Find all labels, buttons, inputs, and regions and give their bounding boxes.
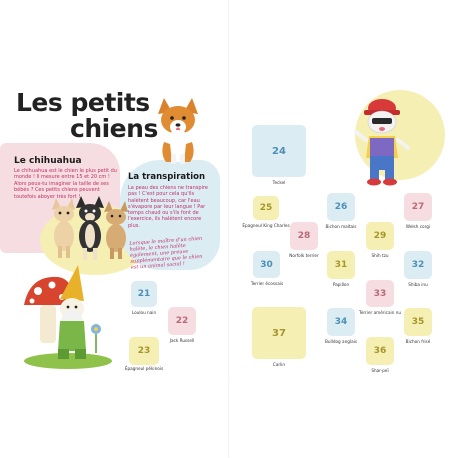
social-note-text: Lorsque le maître d'un chien halète, le chien halète également, une preuve supplémentaire que le chien est un animal social ! [129,235,203,271]
sticker-label-26: Bichon maltais [325,224,357,229]
sticker-label-30: Terrier écossais [250,281,284,286]
page-title-line2: chiens [70,114,158,143]
sticker-label-21: Loulou nain [131,310,157,315]
sticker-label-22: Jack Russell [169,338,195,343]
sticker-placeholder-26: 26 [327,193,355,221]
sticker-label-31: Papillon [332,282,350,287]
sticker-label-36: Shar-peï [371,368,389,373]
sticker-label-25: Épagneul King Charles [242,223,290,228]
sticker-placeholder-33: 33 [366,280,394,307]
sticker-placeholder-35: 35 [404,308,432,336]
corgi-illustration [150,96,206,166]
sticker-placeholder-31: 31 [327,251,355,279]
sticker-label-29: Shih tzu [371,253,389,258]
sticker-placeholder-28: 28 [290,222,318,250]
sticker-placeholder-22: 22 [168,307,196,335]
sticker-label-35: Bichon frisé [405,339,431,344]
sticker-label-32: Shiba inu [408,282,428,287]
sticker-label-23: Épagneul pékinois [124,366,164,371]
sticker-label-28: Norfolk terrier [289,253,319,258]
chihuahuas-illustration [48,196,132,262]
page-title-line1: Les petits [16,88,150,117]
sticker-placeholder-23: 23 [129,337,159,365]
sticker-placeholder-30: 30 [253,251,280,278]
sticker-placeholder-24: 24 [252,125,306,177]
sticker-placeholder-29: 29 [366,222,394,250]
sticker-label-27: Welsh corgi [405,224,431,229]
sticker-label-37: Carlin [272,362,286,367]
book-spine [228,0,230,458]
sticker-placeholder-32: 32 [404,251,432,279]
chihuahua-heading: Le chihuahua [14,156,82,166]
transpiration-heading: La transpiration [128,172,206,182]
sticker-placeholder-25: 25 [253,196,279,220]
sticker-label-34: Bulldog anglais [324,339,357,344]
sticker-placeholder-21: 21 [131,281,157,307]
gnome-mushroom-illustration [22,265,114,370]
chihuahua-text: Le chihuahua est le chien le plus petit du monde ! Il mesure entre 15 et 20 cm ! Alors peux-tu imaginer la taille de ses bébés ? Ces petits chiens peuvent toutefois aboyer très fort ! [14,168,117,200]
sticker-placeholder-34: 34 [327,308,355,336]
sticker-label-33: Terrier américain nu [358,310,401,315]
cat-mascot-illustration [352,92,412,188]
sticker-label-24: Teckel [272,180,286,185]
sticker-placeholder-27: 27 [404,193,432,221]
transpiration-text: La peau des chiens ne transpire pas ! C'est pour cela qu'ils halètent beaucoup, car l'eau s'évapore par leur langue ! Par temps chaud ou s'ils font de l'exercice, ils halètent encore plus. [128,185,208,229]
sticker-placeholder-37: 37 [252,307,306,359]
sticker-placeholder-36: 36 [366,337,394,365]
